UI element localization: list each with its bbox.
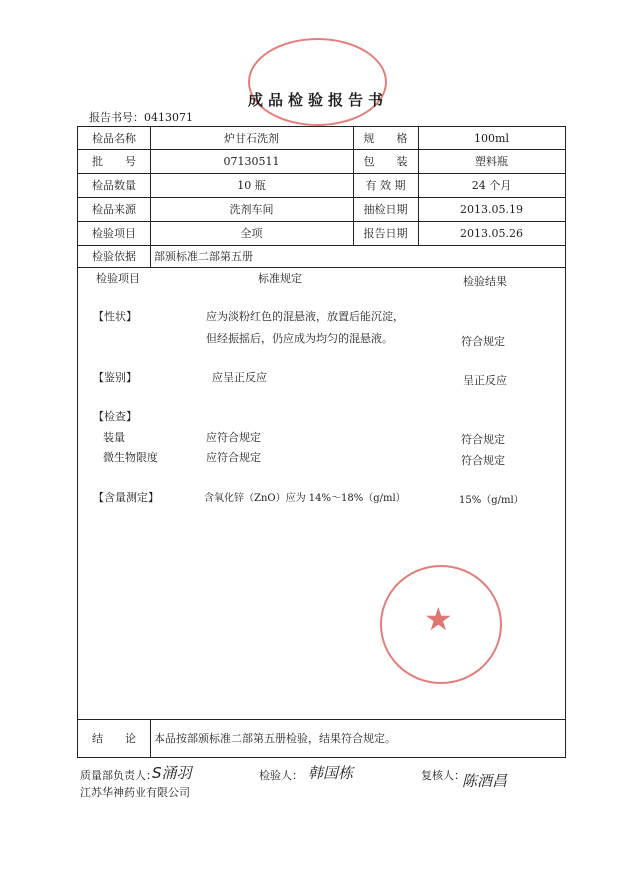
info-value: 塑料瓶	[475, 155, 508, 168]
info-label: 报告日期	[363, 227, 408, 240]
quality-head-signature: S涌羽	[152, 764, 192, 782]
col-header-item: 检验项目	[96, 272, 140, 285]
info-value: 全项	[240, 227, 263, 240]
info-value: 2013.05.19	[460, 202, 523, 216]
traits-standard-line1: 应为淡粉红色的混悬液，放置后能沉淀，	[206, 310, 404, 323]
basis-label: 检验依据	[92, 250, 136, 263]
traits-standard-line2: 但经振摇后，仍应成为均匀的混悬液。	[206, 332, 393, 345]
conclusion-label: 结 论	[92, 732, 136, 745]
info-value: 07130511	[223, 154, 280, 168]
basis-value: 部颁标准二部第五册	[154, 250, 253, 263]
traits-result: 符合规定	[461, 335, 505, 348]
info-label: 检品数量	[92, 179, 136, 192]
section-traits-title: 【性状】	[93, 310, 137, 323]
info-label: 检品名称	[92, 132, 136, 145]
col-header-standard: 标准规定	[258, 272, 302, 285]
assay-standard: 含氧化锌（ZnO）应为 14%～18%（g/ml）	[204, 493, 406, 504]
info-value: 24 个月	[471, 179, 512, 192]
info-value: 2013.05.26	[460, 226, 523, 240]
company-seal-top	[248, 38, 387, 126]
check-item-2: 微生物限度	[103, 451, 158, 464]
seal-star-icon: ★	[424, 600, 453, 638]
conclusion-text: 本品按部颁标准二部第五册检验，结果符合规定。	[154, 732, 396, 745]
info-label: 检验项目	[92, 227, 136, 240]
info-label: 检品来源	[92, 203, 136, 216]
reviewer-signature: 陈酒昌	[462, 772, 508, 790]
info-label: 包 装	[363, 155, 408, 168]
info-label: 规 格	[363, 132, 408, 145]
info-value: 100ml	[474, 131, 509, 145]
check-result-1: 符合规定	[461, 433, 505, 446]
inspector-signature: 韩国栋	[308, 764, 354, 782]
ident-result: 呈正反应	[463, 374, 507, 387]
info-value: 洗剂车间	[229, 203, 274, 216]
reviewer-label: 复核人：	[421, 769, 465, 782]
section-assay-title: 【含量测定】	[93, 491, 159, 504]
check-item-1: 装量	[103, 431, 125, 444]
check-result-2: 符合规定	[461, 454, 505, 467]
section-check-title: 【检查】	[93, 410, 137, 423]
info-label: 有 效 期	[365, 179, 406, 192]
page-title: 成品检验报告书	[248, 91, 389, 109]
check-standard-2: 应符合规定	[206, 451, 261, 464]
section-ident-title: 【鉴别】	[93, 371, 137, 384]
col-header-result: 检验结果	[463, 275, 507, 288]
info-label: 批 号	[92, 155, 136, 168]
ident-standard: 应呈正反应	[212, 371, 267, 384]
assay-result: 15%（g/ml）	[459, 495, 524, 506]
info-value: 10 瓶	[237, 179, 266, 192]
report-number: 报告书号：0413071	[89, 111, 193, 124]
quality-head-label: 质量部负责人：	[80, 769, 157, 782]
report-table	[77, 126, 566, 758]
info-label: 抽检日期	[363, 203, 408, 216]
info-value: 炉甘石洗剂	[224, 132, 279, 145]
check-standard-1: 应符合规定	[206, 431, 261, 444]
company-name: 江苏华神药业有限公司	[80, 786, 190, 799]
inspector-label: 检验人：	[259, 769, 303, 782]
